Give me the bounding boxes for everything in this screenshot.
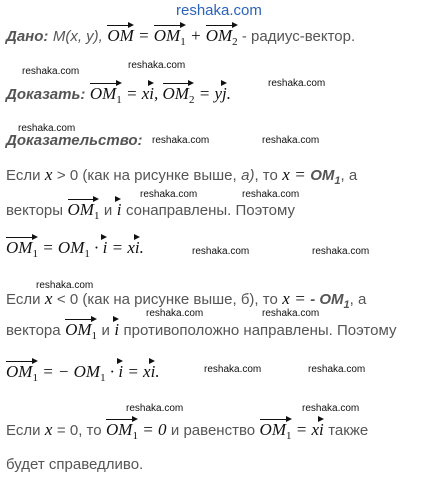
vector-i: i: [116, 200, 122, 219]
watermark: reshaka.com: [22, 66, 80, 77]
text: и: [101, 322, 110, 339]
period: .: [139, 238, 144, 257]
text: Если: [6, 291, 41, 308]
plus-sign: +: [189, 26, 202, 45]
vector-om1: $OM_1$: [153, 26, 186, 48]
given-tail: - радиус-вектор.: [241, 28, 356, 45]
text: векторы: [6, 202, 64, 219]
vector-i: i: [319, 420, 324, 439]
watermark-top: reshaka.com: [176, 2, 262, 19]
watermark: reshaka.com: [262, 308, 320, 319]
prove-formula: [89, 84, 231, 106]
eq-om: = − OM: [42, 362, 101, 381]
vector-i: i: [150, 362, 156, 381]
text: , а: [340, 167, 358, 184]
subscript: 1: [84, 248, 90, 260]
prove-line: [6, 84, 231, 106]
vector-i: i: [118, 362, 124, 381]
text: вектора: [6, 322, 61, 339]
var-x: x: [282, 165, 290, 184]
watermark: reshaka.com: [146, 308, 204, 319]
eq-y: = y: [198, 84, 223, 103]
period: .: [155, 362, 160, 381]
om1-inline: - $OM_1$: [310, 291, 350, 311]
given-formula: [107, 26, 242, 48]
watermark: reshaka.com: [268, 78, 326, 89]
vector-i: i: [114, 320, 120, 339]
vector-i: i: [134, 238, 140, 257]
vector-om1: $OM_1$: [106, 420, 138, 442]
proof-label: Доказательство:: [6, 132, 143, 149]
case1-formula: [6, 238, 144, 260]
watermark: reshaka.com: [18, 123, 76, 134]
vector-om1: $OM_1$: [6, 362, 38, 384]
watermark: reshaka.com: [204, 364, 262, 375]
watermark: reshaka.com: [128, 60, 186, 71]
eq-zero: = 0: [142, 420, 167, 439]
text: а): [241, 167, 255, 184]
eq-x: = x: [295, 420, 320, 439]
case1-line1: [6, 165, 357, 187]
case2-formula: [6, 362, 160, 384]
eq-x: = x: [126, 84, 150, 103]
dot: ·: [94, 238, 99, 257]
text: Если: [6, 167, 41, 184]
text: и: [103, 202, 113, 219]
watermark: reshaka.com: [312, 246, 370, 257]
var-x: x: [282, 289, 290, 308]
text: сонаправлены. Поэтому: [125, 202, 295, 219]
watermark: reshaka.com: [126, 403, 184, 414]
watermark: reshaka.com: [308, 364, 366, 375]
proof-line: [6, 132, 143, 150]
case2-line2: [6, 320, 396, 342]
case3-line2: будет справедливо.: [6, 456, 144, 473]
case1-line2: [6, 200, 295, 222]
vector-i: i: [102, 238, 108, 257]
text: противоположно направлены. Поэтому: [123, 322, 397, 339]
vector-om1: $OM_1$: [259, 420, 292, 442]
case3-line1: [6, 420, 368, 442]
watermark: reshaka.com: [152, 135, 210, 146]
prove-label: Доказать:: [6, 86, 86, 103]
om1-inline: $OM_1$: [310, 167, 341, 187]
vector-om2: $OM_2$: [162, 84, 195, 106]
vector-j: j: [222, 84, 227, 103]
given-label: Дано:: [6, 28, 49, 45]
var-x: x: [44, 420, 53, 439]
text: и равенство: [170, 422, 256, 439]
eq-x: = x: [127, 362, 151, 381]
vector-om2: $OM_2$: [205, 26, 238, 48]
text: > 0 (как на рисунке выше,: [56, 167, 237, 184]
given-line: [6, 26, 355, 48]
text: Если: [6, 422, 41, 439]
var-x: x: [44, 165, 53, 184]
eq-om: = OM: [42, 238, 85, 257]
watermark: reshaka.com: [302, 403, 360, 414]
watermark: reshaka.com: [140, 189, 198, 200]
text: = 0, то: [56, 422, 102, 439]
text: , а: [349, 291, 367, 308]
vector-om1: $OM_1$: [67, 200, 100, 222]
comma: ,: [154, 84, 159, 103]
text: < 0 (как на рисунке выше, б), то: [56, 291, 278, 308]
vector-i: i: [149, 84, 155, 103]
dot: ·: [109, 362, 115, 381]
subscript: 1: [100, 372, 106, 384]
watermark: reshaka.com: [262, 135, 320, 146]
watermark: reshaka.com: [192, 246, 250, 257]
watermark: reshaka.com: [36, 280, 94, 291]
vector-om1: $OM_1$: [89, 84, 122, 106]
vector-om1: $OM_1$: [6, 238, 38, 260]
eq-sign: =: [294, 289, 306, 308]
vector-om1: $OM_1$: [65, 320, 98, 342]
eq-x: = x: [111, 238, 135, 257]
var-x: x: [44, 289, 53, 308]
watermark: reshaka.com: [242, 189, 300, 200]
text: , то: [254, 167, 278, 184]
eq-sign: =: [294, 165, 306, 184]
eq-sign: =: [138, 26, 150, 45]
period: .: [226, 84, 231, 103]
given-point: M(x, y),: [52, 28, 103, 45]
text: также: [328, 422, 369, 439]
vector-om: OM: [107, 26, 134, 45]
